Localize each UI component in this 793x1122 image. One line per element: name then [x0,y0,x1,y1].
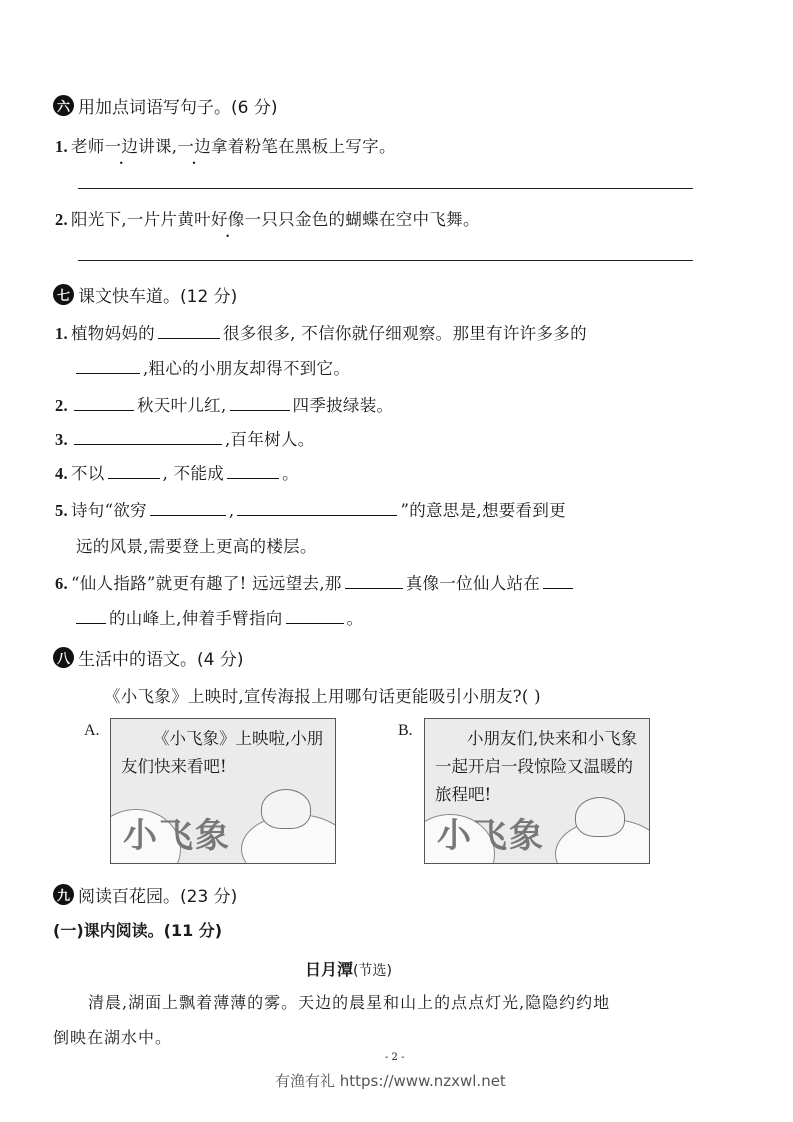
section-8-heading [53,645,243,670]
q-text: ”的意思是,想要看到更 [400,501,566,520]
q-text: ,百年树人。 [224,430,315,449]
s6-question-1 [55,133,396,157]
q-text: “仙人指路”就更有趣了! 远远望去,那 [70,574,342,593]
fill-blank[interactable] [345,588,403,589]
q-text: 植物妈妈的 [70,324,155,343]
q-text: , 不能成 [162,464,225,483]
q-number: 4. [55,464,68,483]
poster-b-text: 小朋友们,快来和小飞象一起开启一段惊险又温暖的旅程吧! [435,729,638,804]
q-text: 一只只金色的蝴蝶在空中飞舞。 [244,210,480,229]
page-number: - 2 - [385,1052,405,1063]
s7-question-1 [55,320,587,344]
fill-blank[interactable] [227,478,279,479]
section-8-badge: 八 [53,647,74,668]
elephant-illustration-icon [261,789,311,829]
q-number: 1. [55,137,68,156]
s7-question-5 [55,497,566,521]
fill-blank[interactable] [237,515,397,516]
option-b-label[interactable]: B. [398,722,413,739]
q-number: 3. [55,430,68,449]
fill-blank[interactable] [74,444,222,445]
dotted-word: 一边 [177,137,211,156]
section-9-badge: 九 [53,884,74,905]
fill-blank[interactable] [286,623,344,624]
answer-line-1[interactable] [78,188,693,189]
q-text: 的山峰上,伸着手臂指向 [109,609,283,628]
q-text: 四季披绿装。 [292,396,394,415]
q-text: , [228,501,235,520]
q-text: 阳光下,一片片黄叶 [70,210,211,229]
q-text: 老师 [70,137,105,156]
section-8-title: 生活中的语文。(4 分) [78,650,244,670]
section-6-heading [53,93,277,118]
section-7-title: 课文快车道。(12 分) [78,287,238,307]
fill-blank[interactable] [158,338,220,339]
poster-a-text: 《小飞象》上映啦,小朋友们快来看吧! [121,729,324,776]
watermark: 有渔有礼 https://www.nzxwl.net [275,1072,506,1090]
q-number: 1. [55,324,68,343]
s7-question-6-cont [76,605,363,629]
q-text: 诗句“欲穷 [70,501,147,520]
section-9-heading [53,882,237,907]
q-number: 2. [55,210,68,229]
poster-b-title: 小飞象 [437,816,545,856]
fill-blank[interactable] [76,373,140,374]
s7-question-6 [55,570,576,594]
fill-blank[interactable] [76,623,106,624]
s7-question-3 [55,426,315,450]
section-6-badge: 六 [53,95,74,116]
answer-line-2[interactable] [78,260,693,261]
q-number: 6. [55,574,68,593]
s6-question-2 [55,206,480,230]
fill-blank[interactable] [230,410,290,411]
section-7-heading [53,282,237,307]
s7-question-5-cont: 远的风景,需要登上更高的楼层。 [76,537,317,556]
q-text: 真像一位仙人站在 [405,574,541,593]
option-a-label[interactable]: A. [84,722,100,739]
q-text: 不以 [70,464,105,483]
poster-b[interactable] [424,718,650,864]
q-text: 。 [346,609,364,628]
poster-a[interactable] [110,718,336,864]
q-text: 很多很多, 不信你就仔细观察。那里有许许多多的 [222,324,587,343]
passage-title [305,957,392,980]
poster-a-title: 小飞象 [123,816,231,856]
section-6-title: 用加点词语写句子。(6 分) [78,98,278,118]
dotted-word: 好像 [210,210,245,229]
fill-blank[interactable] [150,515,226,516]
fill-blank[interactable] [543,588,573,589]
q-number: 5. [55,501,68,520]
s8-question: 《小飞象》上映时,宣传海报上用哪句话更能吸引小朋友?( ) [104,687,541,706]
section-9-title: 阅读百花园。(23 分) [78,887,238,907]
q-text: ,粗心的小朋友却得不到它。 [143,359,351,378]
elephant-illustration-icon [575,797,625,837]
s9-sub-heading: (一)课内阅读。(11 分) [53,921,223,940]
q-text: 秋天叶儿红, [136,396,227,415]
passage-line-1: 清晨,湖面上飘着薄薄的雾。天边的晨星和山上的点点灯光,隐隐约约地 [88,993,611,1012]
passage-note: (节选) [353,963,392,979]
q-number: 2. [55,396,68,415]
fill-blank[interactable] [74,410,134,411]
fill-blank[interactable] [108,478,160,479]
s7-question-1-cont [76,355,350,379]
section-7-badge: 七 [53,284,74,305]
s7-question-2 [55,392,393,416]
q-text: 拿着粉笔在黑板上写字。 [210,137,396,156]
q-text: 。 [282,464,299,483]
dotted-word: 一边 [104,137,139,156]
q-text: 讲课, [138,137,178,156]
s7-question-4 [55,460,299,484]
passage-line-2: 倒映在湖水中。 [53,1028,173,1047]
passage-title-text: 日月潭 [305,960,354,979]
